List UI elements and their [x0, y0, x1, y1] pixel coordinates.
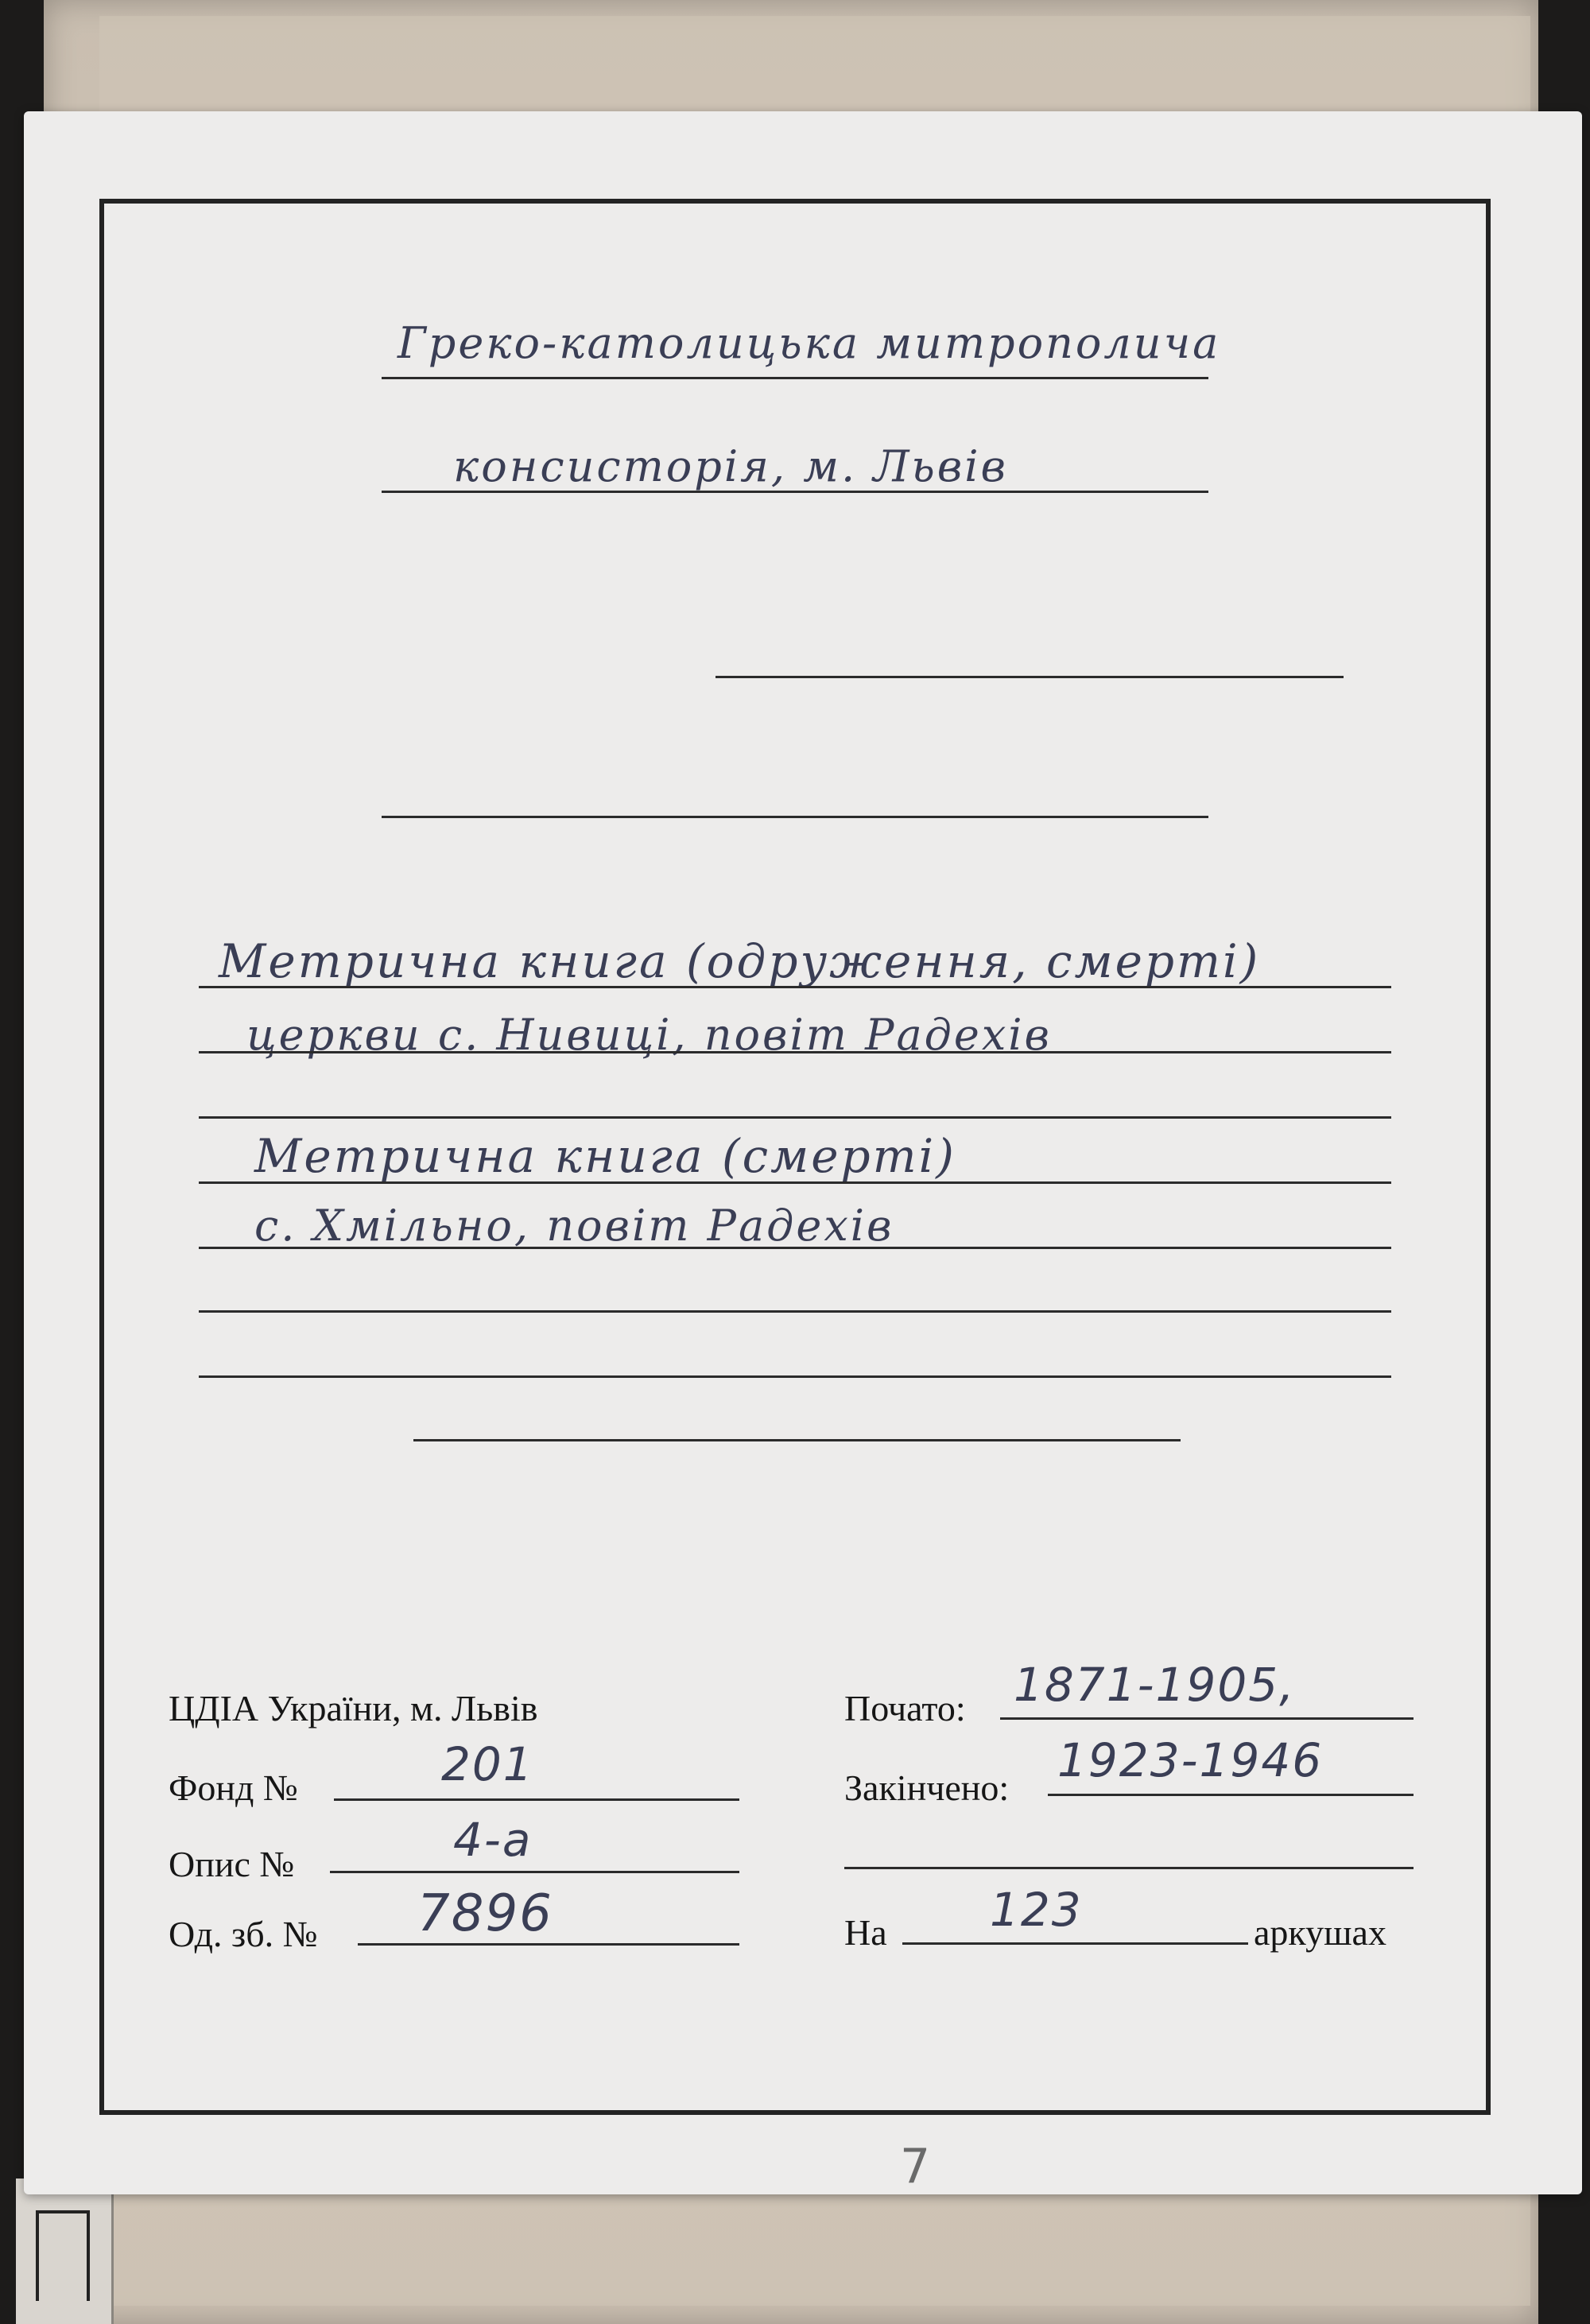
started-rule: [1000, 1717, 1414, 1720]
finished-value: 1923-1946: [1057, 1733, 1324, 1787]
archive-name: ЦДІА України, м. Львів: [169, 1688, 538, 1728]
blank-archive-rule: [844, 1867, 1414, 1869]
header-line-1: Греко-католицька митрополича: [398, 318, 1221, 368]
blank-rule-2: [382, 816, 1208, 818]
od-zb-value: 7896: [417, 1884, 553, 1943]
record-rule-6: [199, 1310, 1391, 1313]
opys-label: Опис №: [169, 1844, 295, 1884]
od-zb-label: Од. зб. №: [169, 1914, 318, 1954]
folder-spine-strip: [16, 2179, 114, 2324]
header-rule-2: [382, 491, 1208, 493]
record-line-4: с. Хмільно, повіт Радехів: [254, 1201, 894, 1251]
finished-rule: [1048, 1794, 1414, 1796]
record-rule-2: [199, 1051, 1391, 1053]
finished-label: Закінчено:: [844, 1767, 1010, 1808]
record-line-2: церкви с. Нивиці, повіт Радехів: [246, 1010, 1052, 1060]
fond-rule: [334, 1798, 739, 1801]
record-rule-8: [413, 1439, 1181, 1441]
record-rule-1: [199, 986, 1391, 988]
started-value: 1871-1905,: [1014, 1658, 1296, 1712]
sheets-prefix: На: [844, 1912, 887, 1953]
opys-value: 4-а: [453, 1813, 533, 1867]
sheets-rule: [902, 1942, 1248, 1945]
started-label: Почато:: [844, 1688, 966, 1728]
header-line-2: консисторія, м. Львів: [453, 441, 1008, 491]
opys-rule: [330, 1871, 739, 1873]
record-rule-4: [199, 1181, 1391, 1184]
record-line-1: Метрична книга (одруження, смерті): [219, 934, 1261, 988]
header-rule-1: [382, 377, 1208, 379]
blank-rule-1: [716, 676, 1344, 678]
fond-label: Фонд №: [169, 1767, 298, 1808]
record-line-3: Метрична книга (смерті): [254, 1129, 956, 1183]
sheets-suffix: аркушах: [1254, 1912, 1386, 1953]
sheets-value: 123: [990, 1883, 1083, 1937]
spine-mark: [36, 2210, 90, 2301]
pencil-mark: 7: [900, 2139, 933, 2194]
record-rule-3: [199, 1116, 1391, 1119]
record-rule-5: [199, 1247, 1391, 1249]
fond-value: 201: [441, 1737, 534, 1791]
od-zb-rule: [358, 1943, 739, 1946]
record-rule-7: [199, 1375, 1391, 1378]
